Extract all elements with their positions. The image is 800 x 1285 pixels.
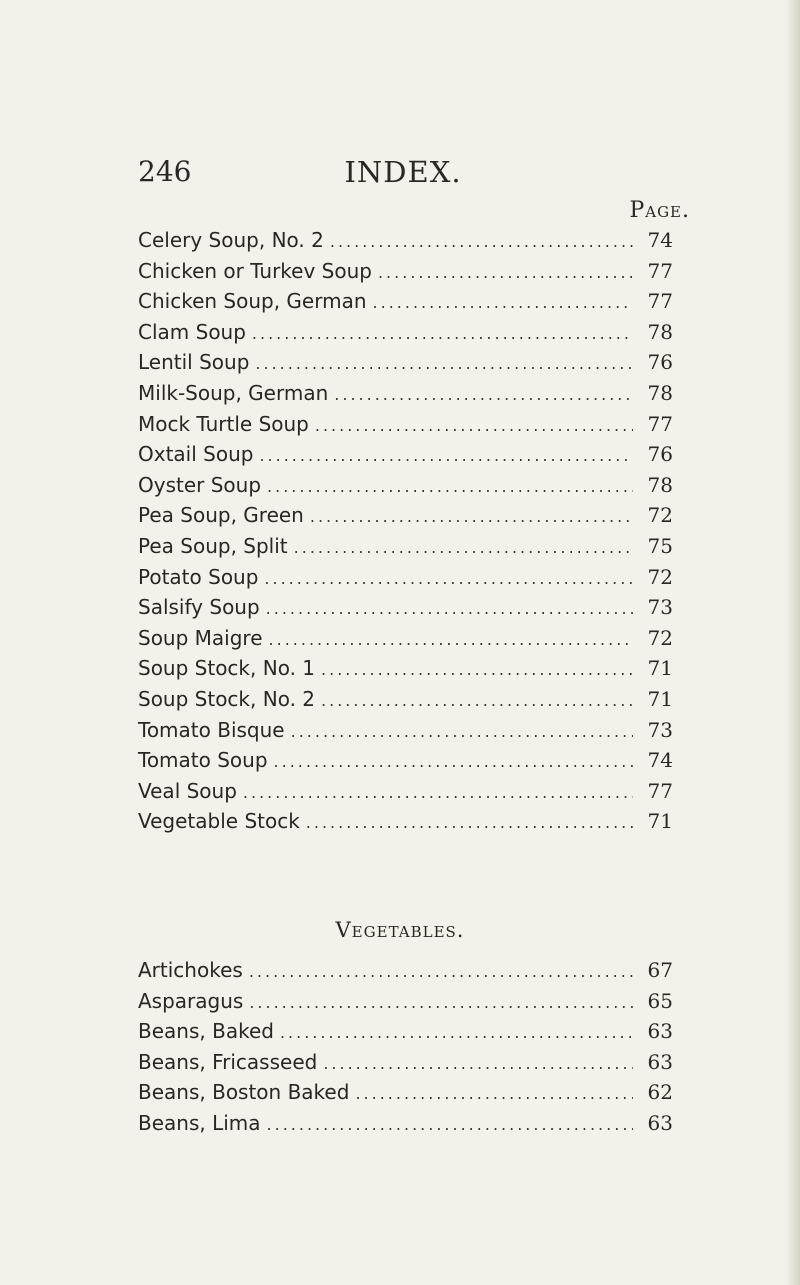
page-column-label: Page. [629,198,690,223]
entry-name: Beans, Fricasseed [138,1049,318,1074]
entry-page-number: 76 [647,442,673,467]
entry-page-number: 74 [647,228,673,252]
dot-leader [274,752,633,771]
index-entry [138,1111,673,1142]
entry-name: Pea Soup, Green [138,503,304,528]
entry-page-number: 65 [647,988,673,1013]
entry-name: Oyster Soup [138,472,262,497]
page-number: 246 [138,155,192,188]
entry-name: Pea Soup, Split [138,533,288,558]
page-edge-shadow [786,0,800,1285]
vegetables-index-list [138,958,673,1142]
entry-page-number: 77 [647,411,673,436]
entry-page-number: 77 [647,289,673,314]
dot-leader [264,569,633,588]
dot-leader [373,293,633,312]
index-entry [138,1080,673,1111]
entry-name: Tomato Bisque [138,717,285,742]
dot-leader [355,1084,633,1103]
entry-page-number: 72 [647,625,673,650]
dot-leader [259,446,633,465]
section-heading-vegetables: Vegetables. [335,918,465,942]
entry-name: Beans, Lima [138,1110,261,1135]
entry-name: Tomato Soup [138,748,268,773]
entry-name: Oxtail Soup [138,442,254,467]
entry-page-number: 78 [647,472,673,497]
dot-leader [266,599,633,618]
entry-name: Salsify Soup [138,595,260,620]
entry-page-number: 77 [647,258,673,283]
entry-page-number: 73 [647,595,673,620]
index-entry [138,687,673,718]
entry-name: Lentil Soup [138,350,250,375]
entry-name: Soup Maigre [138,625,263,650]
dot-leader [267,1115,633,1134]
index-entry [138,748,673,779]
entry-page-number: 78 [647,380,673,405]
entry-name: Mock Turtle Soup [138,411,309,436]
dot-leader [249,962,633,981]
entry-page-number: 71 [647,656,673,681]
dot-leader [306,813,633,832]
entry-name: Asparagus [138,988,244,1013]
index-entry [138,350,673,381]
index-entry [138,259,673,290]
entry-name: Milk-Soup, German [138,380,329,405]
running-title: INDEX. [344,155,462,189]
index-entry [138,473,673,504]
index-entry [138,779,673,810]
index-entry [138,228,673,259]
index-entry [138,412,673,443]
dot-leader [255,354,633,373]
index-entry [138,718,673,749]
index-entry [138,958,673,989]
entry-name: Clam Soup [138,319,246,344]
entry-name: Soup Stock, No. 1 [138,656,316,681]
entry-page-number: 67 [647,958,673,982]
index-entry [138,442,673,473]
entry-name: Vegetable Stock [138,809,300,834]
dot-leader [249,993,633,1012]
dot-leader [334,385,633,404]
entry-name: Potato Soup [138,564,259,589]
dot-leader [315,416,633,435]
dot-leader [291,722,633,741]
entry-page-number: 75 [647,533,673,558]
index-entry [138,989,673,1020]
entry-page-number: 72 [647,564,673,589]
entry-page-number: 71 [647,686,673,711]
index-entry [138,1019,673,1050]
entry-page-number: 73 [647,717,673,742]
entry-name: Beans, Boston Baked [138,1080,350,1105]
entry-name: Artichokes [138,958,243,982]
entry-page-number: 62 [647,1080,673,1105]
entry-page-number: 74 [647,748,673,773]
dot-leader [323,1054,633,1073]
index-entry [138,1050,673,1081]
entry-name: Veal Soup [138,778,237,803]
index-entry [138,320,673,351]
dot-leader [310,507,633,526]
entry-page-number: 72 [647,503,673,528]
index-entry [138,381,673,412]
index-entry [138,534,673,565]
entry-page-number: 63 [647,1110,673,1135]
entry-name: Celery Soup, No. 2 [138,228,324,252]
dot-leader [321,660,633,679]
entry-page-number: 77 [647,778,673,803]
dot-leader [269,630,633,649]
dot-leader [280,1023,633,1042]
index-entry [138,626,673,657]
entry-page-number: 63 [647,1049,673,1074]
entry-name: Chicken Soup, German [138,289,367,314]
entry-page-number: 63 [647,1019,673,1044]
entry-name: Soup Stock, No. 2 [138,686,316,711]
dot-leader [243,783,633,802]
entry-page-number: 76 [647,350,673,375]
entry-page-number: 71 [647,809,673,834]
soups-index-list [138,228,673,840]
page-header [138,155,668,195]
index-entry [138,656,673,687]
entry-page-number: 78 [647,319,673,344]
dot-leader [252,324,633,343]
dot-leader [378,263,633,282]
index-entry [138,809,673,840]
entry-name: Chicken or Turkev Soup [138,258,372,283]
index-entry [138,503,673,534]
index-entry [138,289,673,320]
index-entry [138,565,673,596]
dot-leader [267,477,633,496]
entry-name: Beans, Baked [138,1019,274,1044]
dot-leader [321,691,633,710]
index-entry [138,595,673,626]
dot-leader [330,232,633,251]
dot-leader [294,538,633,557]
